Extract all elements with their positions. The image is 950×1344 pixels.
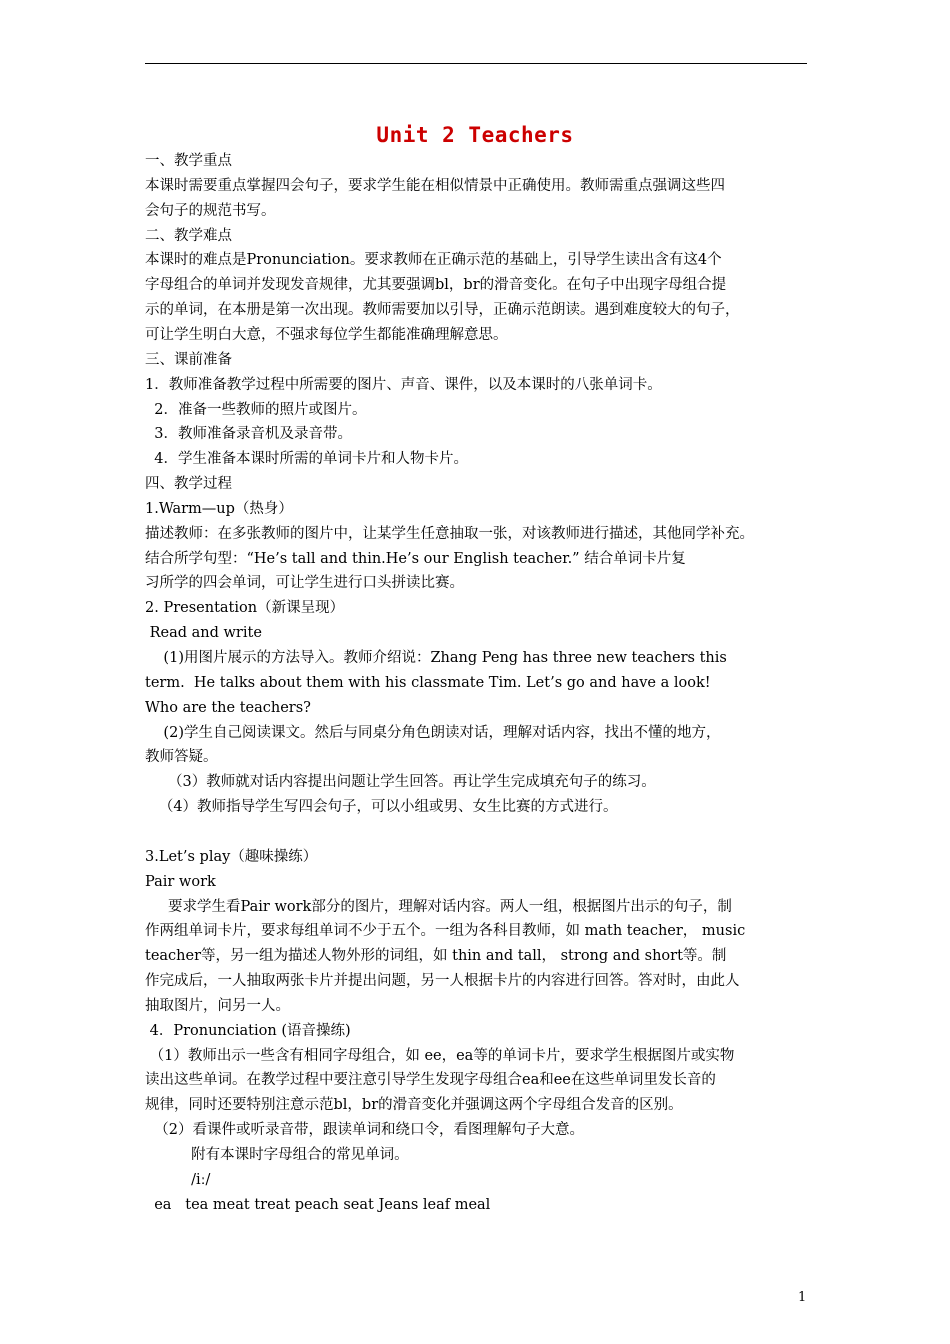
text-line: 会句子的规范书写。 (145, 202, 276, 219)
text-line: (1)用图片展示的方法导入。教师介绍说：Zhang Peng has three new teachers this (145, 650, 727, 666)
page-title: Unit 2 Teachers (376, 123, 574, 147)
text-line: 字母组合的单词并发现发音规律，尤其要强调bl，br的滑音变化。在句子中出现字母组合提 (145, 277, 727, 294)
text-line: (2)学生自己阅读课文。然后与同桌分角色朗读对话，理解对话内容，找出不懂的地方， (145, 724, 721, 741)
text-line: 本课时需要重点掌握四会句子，要求学生能在相似情景中正确使用。教师需重点强调这些四 (145, 177, 725, 194)
text-line: 本课时的难点是Pronunciation。要求教师在正确示范的基础上，引导学生读出含有这4个 (145, 252, 722, 269)
text-line: （1）教师出示一些含有相同字母组合，如 ee，ea等的单词卡片，要求学生根据图片或实物 (145, 1047, 735, 1064)
text-line: （2）看课件或听录音带，跟读单词和绕口令，看图理解句子大意。 (145, 1122, 584, 1139)
text-line: Read and write (145, 625, 262, 642)
text-line: 4．Pronunciation (语音操练) (145, 1022, 351, 1039)
text-line: 作完成后，一人抽取两张卡片并提出问题，另一人根据卡片的内容进行回答。答对时，由此人 (145, 973, 740, 990)
text-line: Who are the teachers? (145, 699, 311, 716)
text-line: 3.Let’s play（趣味操练） (145, 848, 318, 865)
text-line: 1.Warm—up（热身） (145, 500, 293, 517)
text-line: 规律，同时还要特别注意示范bl，br的滑音变化并强调这两个字母组合发音的区别。 (145, 1097, 683, 1114)
text-line: 结合所学句型：“He’s tall and thin.He’s our English teacher.” 结合单词卡片复 (145, 550, 686, 567)
text-line: 要求学生看Pair work部分的图片，理解对话内容。两人一组，根据图片出示的句子，制 (145, 898, 732, 915)
page-number: 1 (798, 1290, 807, 1305)
header-rule (145, 63, 807, 64)
text-line: 作两组单词卡片，要求每组单词不少于五个。一组为各科目教师，如 math teacher， music (145, 923, 746, 940)
text-line: 描述教师：在多张教师的图片中，让某学生任意抽取一张，对该教师进行描述，其他同学补充。 (145, 525, 754, 542)
text-line: /iː/ (145, 1171, 211, 1188)
text-line: Pair work (145, 873, 216, 890)
text-line: 抽取图片，问另一人。 (145, 997, 290, 1014)
text-line: 习所学的四会单词，可让学生进行口头拼读比赛。 (145, 575, 464, 592)
text-line: 四、教学过程 (145, 476, 232, 493)
text-line: 读出这些单词。在教学过程中要注意引导学生发现字母组合ea和ee在这些单词里发长音的 (145, 1072, 716, 1089)
text-line: 教师答疑。 (145, 749, 218, 766)
text-line: （3）教师就对话内容提出问题让学生回答。再让学生完成填充句子的练习。 (145, 774, 656, 791)
text-line: ea tea meat treat peach seat Jeans leaf meal (145, 1196, 491, 1213)
text-line: 2．准备一些教师的照片或图片。 (145, 401, 367, 418)
text-line: 附有本课时字母组合的常见单词。 (145, 1147, 409, 1163)
text-line: 一、教学重点 (145, 153, 232, 169)
text-line: 1．教师准备教学过程中所需要的图片、声音、课件，以及本课时的八张单词卡。 (145, 376, 662, 393)
text-line: 4．学生准备本课时所需的单词卡片和人物卡片。 (145, 451, 468, 468)
text-line: term. He talks about them with his classmate Tim. Let’s go and have a look! (145, 674, 711, 691)
text-line: teacher等，另一组为描述人物外形的词组，如 thin and tall， strong and short等。制 (145, 948, 727, 965)
text-line: 可让学生明白大意，不强求每位学生都能准确理解意思。 (145, 326, 508, 343)
text-line: 二、教学难点 (145, 227, 232, 244)
text-line: 示的单词，在本册是第一次出现。教师需要加以引导，正确示范朗读。遇到难度较大的句子， (145, 302, 740, 319)
text-line: 2. Presentation（新课呈现） (145, 600, 345, 617)
text-line: 三、课前准备 (145, 351, 232, 368)
text-line: 3．教师准备录音机及录音带。 (145, 426, 352, 443)
text-line: （4）教师指导学生写四会句子，可以小组或男、女生比赛的方式进行。 (145, 799, 618, 816)
